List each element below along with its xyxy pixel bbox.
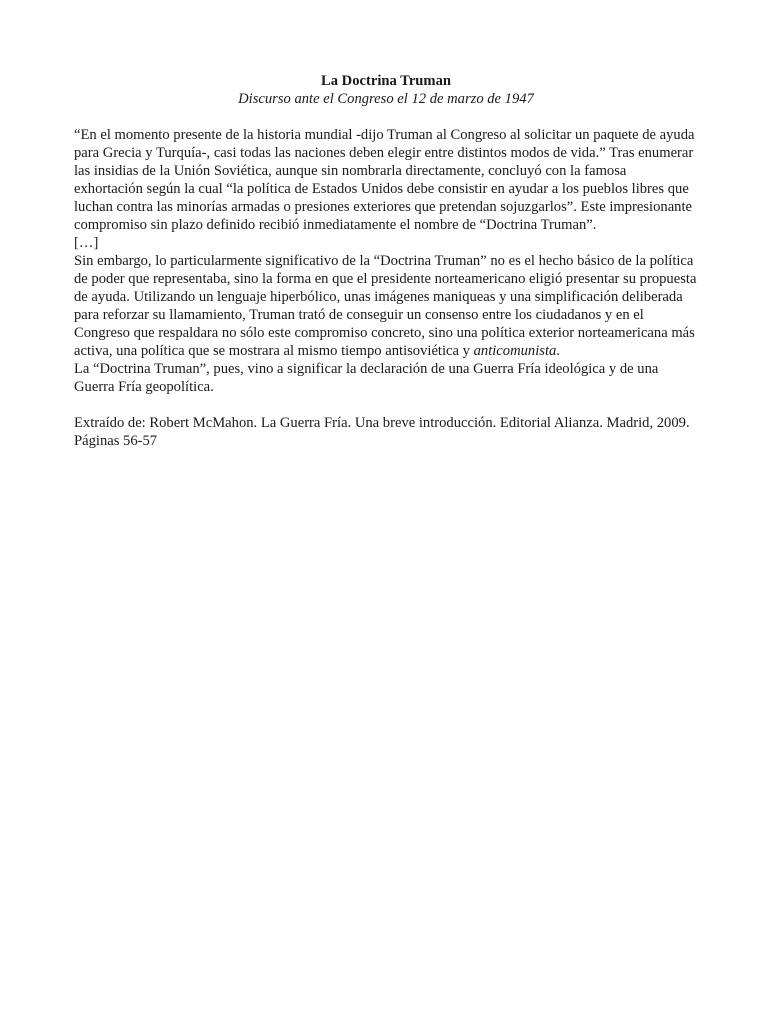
source-citation: Extraído de: Robert McMahon. La Guerra Fría. Una breve introducción. Editorial Alianza. Madrid, 2009. Páginas 56-57 (74, 415, 690, 449)
paragraph-1: “En el momento presente de la historia mundial -dijo Truman al Congreso al solicitar un paquete de ayuda para Grecia y Turquía-, casi todas las naciones deben elegir entre distintos modos de vida.” Tras enumerar las insidias de la Unión Soviética, aunque sin nombrarla directamente, concluyó con la famosa exhortación según la cual “la política de Estados Unidos debe consistir en ayudar a los pueblos libres que luchan contra las minorías armadas o presiones exteriores que pretendan sojuzgarlos”. Este impresionante compromiso sin plazo definido recibió inmediatamente el nombre de “Doctrina Truman”. (74, 127, 695, 233)
paragraph-3: La “Doctrina Truman”, pues, vino a significar la declaración de una Guerra Fría ideológica y de una Guerra Fría geopolítica. (74, 361, 659, 395)
document-title: La Doctrina Truman (321, 73, 451, 89)
paragraph-2-text: Sin embargo, lo particularmente significativo de la “Doctrina Truman” no es el hecho básico de la política de poder que representaba, sino la forma en que el presidente norteamericano eligió presentar su propuesta de ayuda. Utilizando un lenguaje hiperbólico, unas imágenes maniqueas y una simplificación deliberada para reforzar su llamamiento, Truman trató de conseguir un consenso entre los ciudadanos y en el Congreso que respaldara no sólo este compromiso concreto, sino una política exterior norteamericana más activa, una política que se mostrara al mismo tiempo antisoviética y (74, 253, 697, 359)
paragraph-2 (74, 252, 698, 360)
document-subtitle: Discurso ante el Congreso el 12 de marzo de 1947 (238, 91, 534, 107)
paragraph-2-italic: anticomunista (473, 343, 557, 359)
document-page (74, 72, 698, 450)
paragraph-2-end: . (556, 343, 560, 359)
spacer (74, 396, 698, 414)
ellipsis-marker: […] (74, 235, 99, 251)
